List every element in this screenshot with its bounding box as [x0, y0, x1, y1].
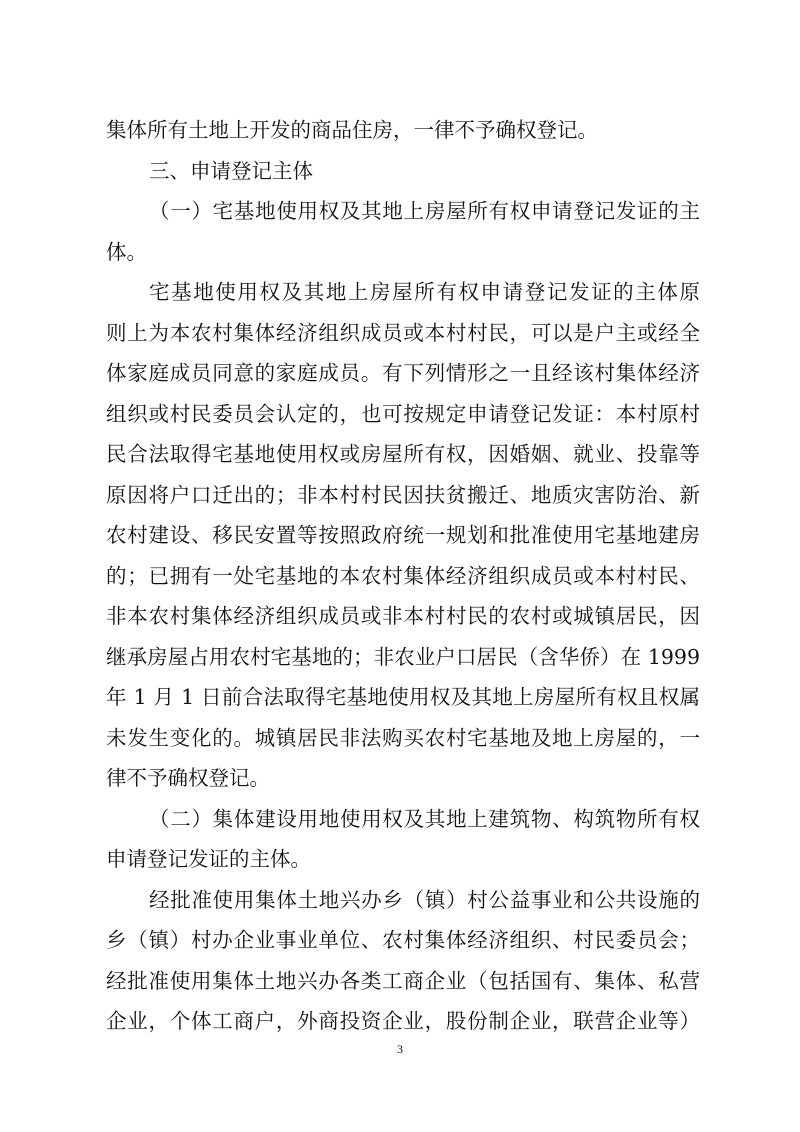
text-line: 体家庭成员同意的家庭成员。有下列情形之一且经该村集体经济	[106, 361, 700, 385]
text-line: 体。	[106, 239, 147, 264]
text-line: 申请登记发证的主体。	[106, 847, 311, 871]
text-line: 未发生变化的。城镇居民非法购买农村宅基地及地上房屋的，一	[106, 725, 700, 750]
text-line: 企业，个体工商户，外商投资企业，股份制企业，联营企业等）	[106, 1009, 700, 1033]
text-line: 民合法取得宅基地使用权或房屋所有权，因婚姻、就业、投靠等	[106, 442, 700, 466]
text-line: 的；已拥有一处宅基地的本农村集体经济组织成员或本村村民、	[106, 563, 700, 588]
text-line: 经批准使用集体土地兴办乡（镇）村公益事业和公共设施的	[149, 887, 700, 912]
section-heading: 三、申请登记主体	[149, 158, 313, 183]
text-line: （一）宅基地使用权及其地上房屋所有权申请登记发证的主	[149, 199, 700, 223]
text-line: 集体所有土地上开发的商品住房，一律不予确权登记。	[106, 118, 598, 142]
text-line: 则上为本农村集体经济组织成员或本村村民，可以是户主或经全	[106, 320, 700, 345]
text-line: 组织或村民委员会认定的，也可按规定申请登记发证：本村原村	[106, 401, 700, 426]
text-line: 经批准使用集体土地兴办各类工商企业（包括国有、集体、私营	[106, 968, 700, 993]
text-line: 乡（镇）村办企业事业单位、农村集体经济组织、村民委员会；	[106, 928, 700, 952]
text-line: 非本农村集体经济组织成员或非本村村民的农村或城镇居民，因	[106, 604, 700, 628]
text-line: （二）集体建设用地使用权及其地上建筑物、构筑物所有权	[149, 806, 700, 831]
text-line: 原因将户口迁出的；非本村村民因扶贫搬迁、地质灾害防治、新	[106, 482, 700, 507]
body-text	[106, 110, 700, 1042]
page-number: 3	[397, 1042, 403, 1056]
text-line: 律不予确权登记。	[106, 766, 270, 790]
text-line: 农村建设、移民安置等按照政府统一规划和批准使用宅基地建房	[106, 523, 700, 547]
text-line: 宅基地使用权及其地上房屋所有权申请登记发证的主体原	[149, 280, 700, 304]
text-line: 年 1 月 1 日前合法取得宅基地使用权及其地上房屋所有权且权属	[106, 685, 700, 709]
text-line: 继承房屋占用农村宅基地的；非农业户口居民（含华侨）在 1999	[106, 644, 700, 669]
